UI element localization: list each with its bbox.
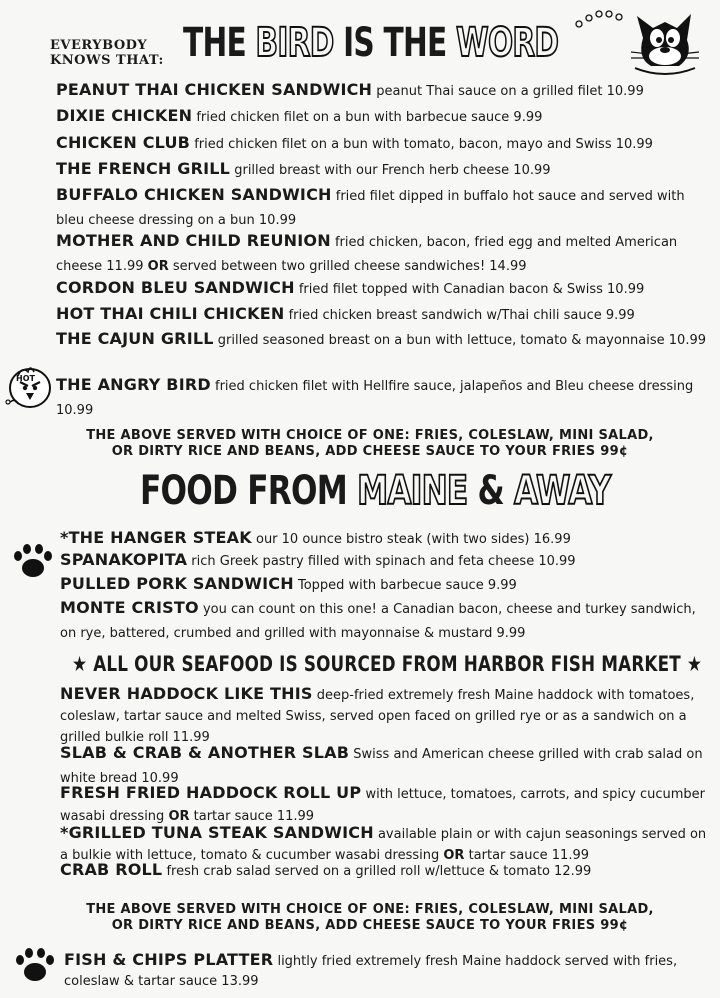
cartoon-cat-icon — [565, 8, 715, 76]
sides-note-1: THE ABOVE SERVED WITH CHOICE OF ONE: FRIES, COLESLAW, MINI SALAD, OR DIRTY RICE AND BEANS, ADD CHEESE SAUCE TO YOUR FRIES 99¢ — [86, 428, 654, 459]
bird-is-the-word-title: THE BIRD IS THE WORD — [183, 20, 559, 66]
menu-item-hanger-steak: *THE HANGER STEAK our 10 ounce bistro steak (with two sides) 16.99 — [60, 528, 571, 547]
everybody-knows-text: EVERYBODY KNOWS THAT: — [50, 38, 164, 68]
menu-item-angry-bird: THE ANGRY BIRD fried chicken filet with Hellfire sauce, jalapeños and Bleu cheese dressing 10.99 — [56, 375, 694, 418]
sides-note-2: THE ABOVE SERVED WITH CHOICE OF ONE: FRIES, COLESLAW, MINI SALAD, OR DIRTY RICE AND BEANS, ADD CHEESE SAUCE TO YOUR FRIES 99¢ — [86, 902, 654, 933]
seafood-banner: ★ ALL OUR SEAFOOD IS SOURCED FROM HARBOR FISH MARKET ★ — [72, 652, 703, 676]
menu-item-peanut-thai: PEANUT THAI CHICKEN SANDWICH peanut Thai sauce on a grilled filet 10.99 — [56, 80, 644, 99]
menu-item-mother-child-reunion: MOTHER AND CHILD REUNION fried chicken, bacon, fried egg and melted American cheese 11.99 OR served between two grilled cheese sandwiches! 14.99 — [56, 231, 678, 274]
menu-item-cordon-bleu: CORDON BLEU SANDWICH fried filet topped with Canadian bacon & Swiss 10.99 — [56, 278, 645, 297]
svg-text:HOT: HOT — [16, 374, 35, 383]
menu-item-dixie-chicken: DIXIE CHICKEN fried chicken filet on a bun with barbecue sauce 9.99 — [56, 106, 543, 125]
menu-item-pulled-pork: PULLED PORK SANDWICH Topped with barbecue sauce 9.99 — [60, 574, 517, 593]
menu-item-hot-thai-chili: HOT THAI CHILI CHICKEN fried chicken breast sandwich w/Thai chili sauce 9.99 — [56, 304, 635, 323]
menu-item-buffalo-chicken: BUFFALO CHICKEN SANDWICH fried filet dipped in buffalo hot sauce and served with bleu cheese dressing on a bun 10.99 — [56, 185, 685, 228]
menu-item-spanakopita: SPANAKOPITA rich Greek pastry filled with spinach and feta cheese 10.99 — [60, 550, 576, 569]
menu-item-cajun-grill: THE CAJUN GRILL grilled seasoned breast on a bun with lettuce, tomato & mayonnaise 10.99 — [56, 329, 706, 348]
angry-bird-hot-icon — [4, 362, 54, 410]
menu-item-french-grill: THE FRENCH GRILL grilled breast with our French herb cheese 10.99 — [56, 159, 551, 178]
paw-print-icon — [10, 540, 56, 580]
menu-item-fish-chips: FISH & CHIPS PLATTER lightly fried extremely fresh Maine haddock served with fries, coleslaw & tartar sauce 13.99 — [64, 950, 678, 989]
menu-item-monte-cristo: MONTE CRISTO you can count on this one! a Canadian bacon, cheese and turkey sandwich, on rye, battered, crumbed and grilled with mayonnaise & mustard 9.99 — [60, 598, 696, 641]
menu-item-tuna-steak: *GRILLED TUNA STEAK SANDWICH available plain or with cajun seasonings served on a bulkie with lettuce, tomato & cucumber wasabi dressing OR tartar sauce 11.99 — [60, 823, 707, 863]
menu-item-slab-crab: SLAB & CRAB & ANOTHER SLAB Swiss and American cheese grilled with crab salad on white bread 10.99 — [60, 743, 703, 786]
menu-item-never-haddock: NEVER HADDOCK LIKE THIS deep-fried extremely fresh Maine haddock with tomatoes, coleslaw, tartar sauce and melted Swiss, served open faced on grilled rye or as a sandwich on a grilled bulkie roll 11.99 — [60, 684, 695, 745]
menu-item-haddock-roll-up: FRESH FRIED HADDOCK ROLL UP with lettuce, tomatoes, carrots, and spicy cucumber wasabi dressing OR tartar sauce 11.99 — [60, 783, 705, 824]
menu-item-chicken-club: CHICKEN CLUB fried chicken filet on a bun with tomato, bacon, mayo and Swiss 10.99 — [56, 133, 653, 152]
food-from-maine-away-title: FOOD FROM MAINE & AWAY — [140, 468, 611, 514]
menu-header — [50, 14, 715, 78]
paw-print-icon — [12, 944, 58, 984]
menu-item-crab-roll: CRAB ROLL fresh crab salad served on a grilled roll w/lettuce & tomato 12.99 — [60, 860, 592, 879]
